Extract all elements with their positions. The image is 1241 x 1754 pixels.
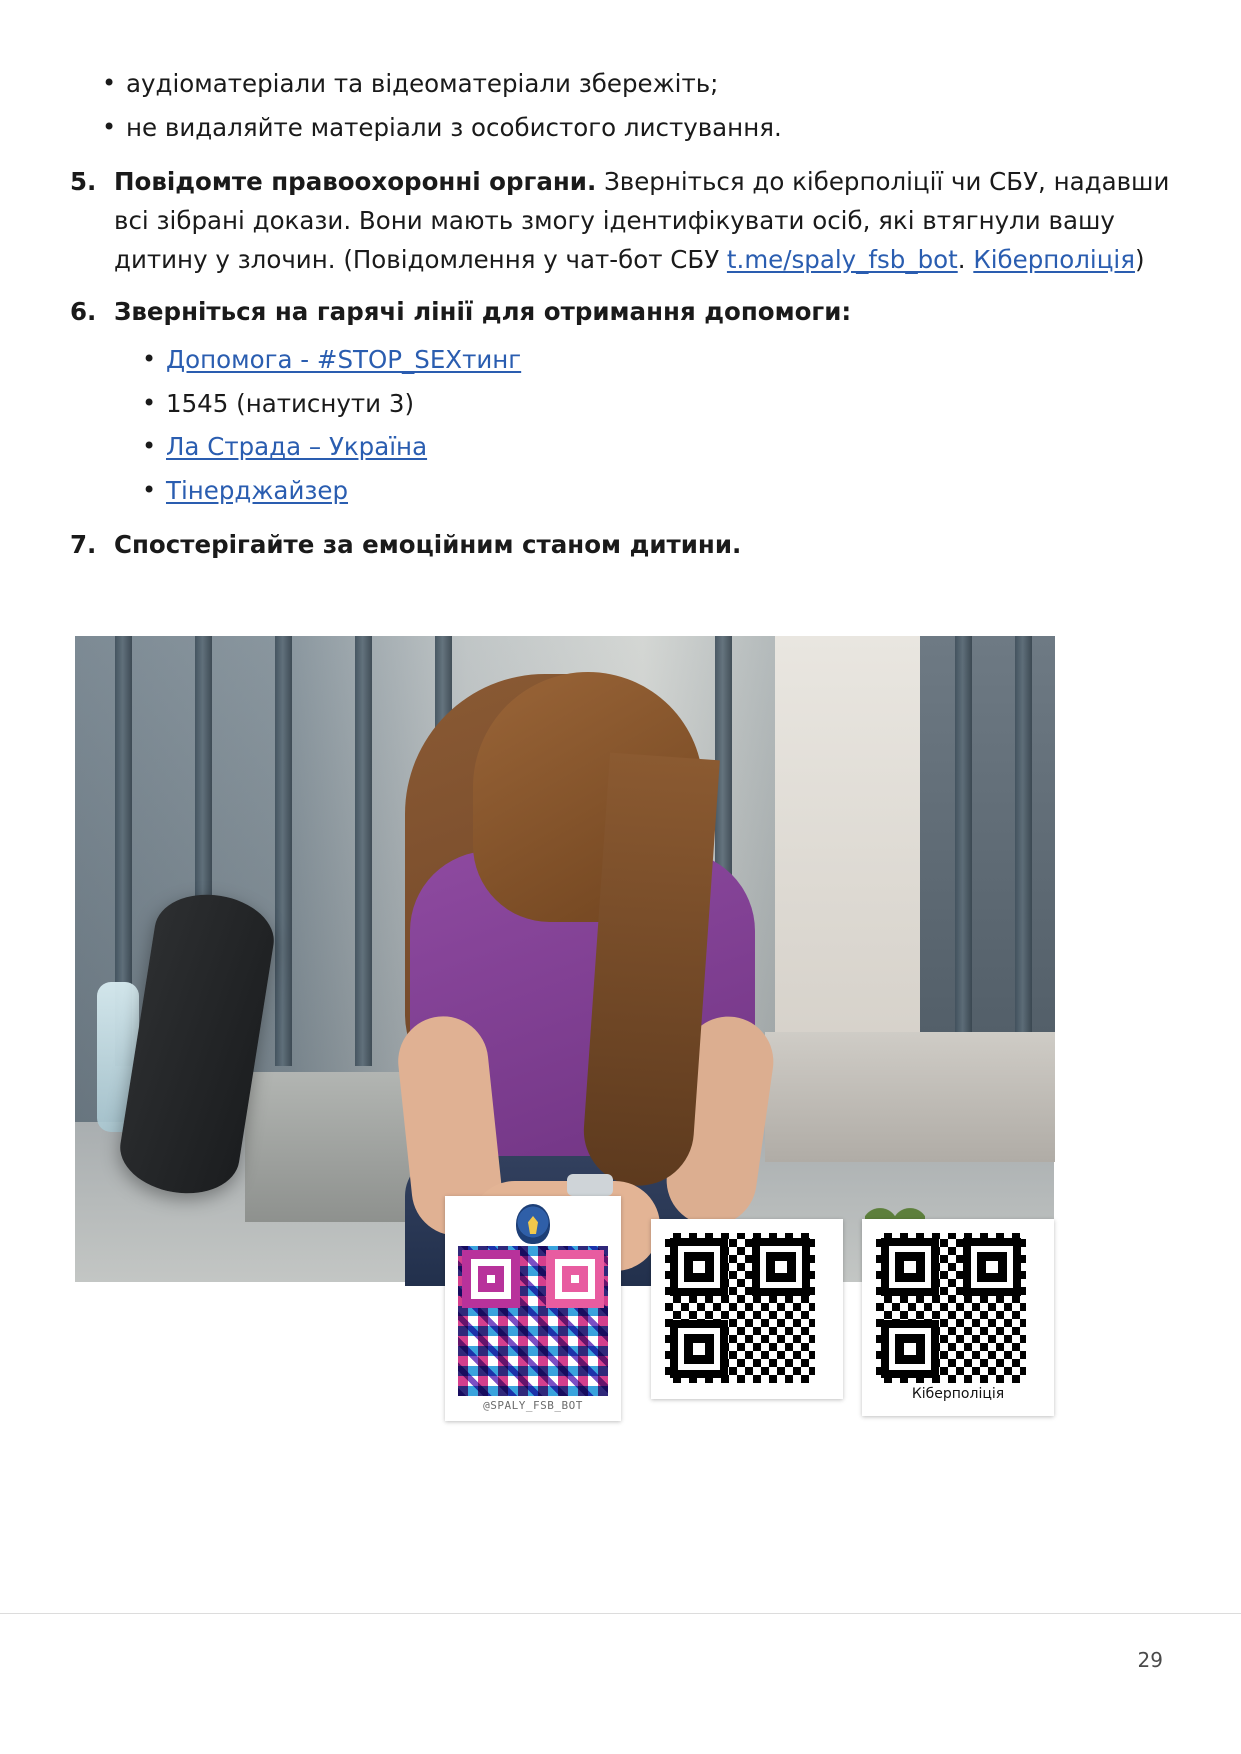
item-lead: Зверніться на гарячі лінії для отримання допомоги: <box>114 297 852 327</box>
qr-code-color <box>458 1246 608 1396</box>
list-item: • не видаляйте матеріали з особистого листування. <box>70 106 1170 150</box>
footer-divider <box>0 1613 1241 1614</box>
item-text: Зверніться до кіберполіції чи СБУ, надавши всі зібрані докази. Вони мають змогу ідентифікувати осіб, які втягнули вашу дитину у злочин. (Повідомлення у чат-бот СБУ <box>114 167 1170 274</box>
numbered-list <box>70 163 1170 565</box>
item-lead: Спостерігайте за емоційним станом дитини. <box>114 530 742 560</box>
link-cyberpolice[interactable]: Кіберполіція <box>973 244 1135 274</box>
link-stop-sexting[interactable]: Допомога - #STOP_SEXтинг <box>166 345 522 375</box>
qr-caption-sbu: @SPALY_FSB_BOT <box>483 1399 583 1412</box>
hotline-list <box>114 338 1170 512</box>
wristwatch <box>567 1174 613 1196</box>
railing-bar <box>275 636 292 1066</box>
item-text-after: ) <box>1134 244 1145 274</box>
qr-code-bw <box>876 1233 1026 1383</box>
step <box>765 1032 1055 1162</box>
list-item <box>114 425 1170 469</box>
top-bullet-list <box>70 62 1170 149</box>
railing-bar <box>955 636 972 1066</box>
item-text-mid: . <box>957 244 974 274</box>
link-la-strada[interactable]: Ла Страда – Україна <box>166 432 428 462</box>
list-item: • аудіоматеріали та відеоматеріали збережіть; <box>70 62 1170 106</box>
railing-bar <box>355 636 372 1066</box>
link-spaly-fsb-bot[interactable]: t.me/spaly_fsb_bot <box>726 244 958 274</box>
list-item-7 <box>70 526 1170 565</box>
link-teenergizer[interactable]: Тінерджайзер <box>166 475 349 505</box>
item-number: 6. <box>70 297 97 327</box>
qr-caption-cyberpolice: Кіберполіція <box>908 1385 1008 1403</box>
qr-finder-icon <box>670 1320 728 1378</box>
item-number: 7. <box>70 530 97 560</box>
photo-background <box>75 636 1054 1282</box>
illustration-photo <box>75 636 1054 1412</box>
list-item <box>114 469 1170 513</box>
item-lead: Повідомте правоохоронні органи. <box>114 167 597 197</box>
qr-finder-icon <box>963 1238 1021 1296</box>
page-number: 29 <box>1137 1648 1163 1672</box>
list-item-6 <box>70 293 1170 512</box>
list-item <box>114 338 1170 382</box>
qr-finder-icon <box>752 1238 810 1296</box>
railing-bar <box>1015 636 1032 1066</box>
qr-card-middle[interactable] <box>651 1219 843 1399</box>
sbu-emblem-icon <box>516 1204 550 1244</box>
qr-finder-icon <box>881 1320 939 1378</box>
qr-finder-icon <box>881 1238 939 1296</box>
qr-card-cyberpolice[interactable] <box>862 1219 1054 1416</box>
page-content <box>70 62 1170 565</box>
qr-code-bw <box>665 1233 815 1383</box>
list-item-5 <box>70 163 1170 279</box>
qr-finder-icon <box>670 1238 728 1296</box>
list-item: • 1545 (натиснути 3) <box>114 382 1170 426</box>
item-number: 5. <box>70 167 97 197</box>
qr-card-sbu[interactable] <box>445 1196 621 1421</box>
